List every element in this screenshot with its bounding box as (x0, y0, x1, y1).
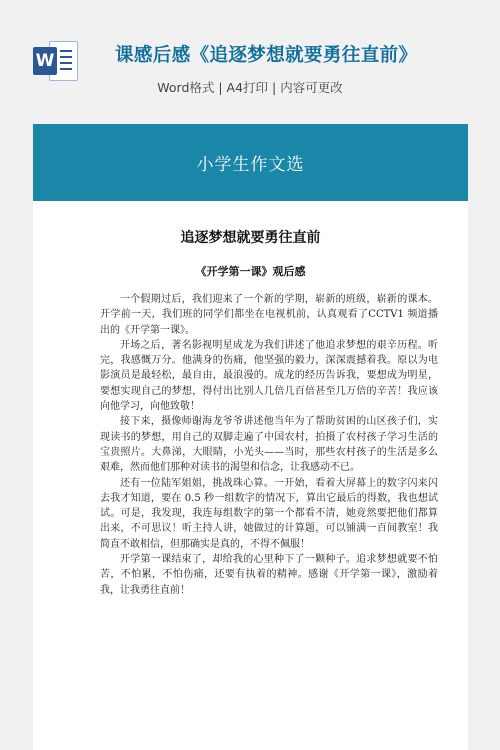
essay-paragraph: 一个假期过后，我们迎来了一个新的学期，崭新的班级，崭新的课本。开学前一天，我们班的同学们都坐在电视机前，认真观看了CCTV1 频道播出的《开学第一课》。 (100, 294, 438, 336)
essay-paragraph: 接下来，摄像师谢海龙爷爷讲述他当年为了帮助贫困的山区孩子们，实现读书的梦想，用自己的双脚走遍了中国农村，拍摄了农村孩子学习生活的宝贵照片。大鼻涕，大眼睛，小光头——当时，那些农村孩子的生活是多么艰难，然而他们那种对读书的渴望和信念，让我感动不已。 (100, 416, 438, 474)
word-doc-icon (33, 39, 77, 83)
format-info: Word格式 | A4打印 | 内容可更改 (157, 80, 343, 95)
document-preview (33, 124, 468, 750)
essay-subtitle: 《开学第一课》观后感 (195, 265, 306, 278)
essay-paragraph: 还有一位陆军姐姐，挑战珠心算。一开始，看着大屏幕上的数字闪来闪去我才知道，要在 0.5 秒一组数字的情况下，算出它最后的得数，我也想试试。可是，我发现，我连每组数字的第一个都看不清，她竟然要把他们都算出来，不可思议！听主持人讲，她做过的计算题，可以铺满一百间教室！我简直不敢相信，但那确实是真的，不得不佩服！ (100, 477, 438, 550)
essay-paragraph: 开学第一课结束了，却给我的心里种下了一颗种子。追求梦想就要不怕苦，不怕累，不怕伤痛，还要有执着的精神。感谢《开学第一课》，激励着我，让我勇往直前！ (100, 554, 438, 596)
word-letter-badge: W (33, 47, 57, 75)
essay-body (100, 292, 438, 598)
banner-title: 小学生作文选 (196, 155, 305, 175)
category-banner (33, 124, 468, 201)
page-title: 课感后感《追逐梦想就要勇往直前》 (115, 45, 418, 66)
essay-title: 追逐梦想就要勇往直前 (180, 230, 321, 246)
essay-paragraph: 开场之后，著名影视明星成龙为我们讲述了他追求梦想的艰辛历程。听完，我感慨万分。他满身的伤痛，他坚强的毅力，深深震撼着我。原以为电影演员是最轻松，最自由，最浪漫的。成龙的经历告诉我，要想成为明星，要想实现自己的梦想，得付出比别人几倍几百倍甚至几万倍的辛苦！我应该向他学习，向他致敬！ (100, 339, 438, 413)
header (0, 0, 500, 105)
